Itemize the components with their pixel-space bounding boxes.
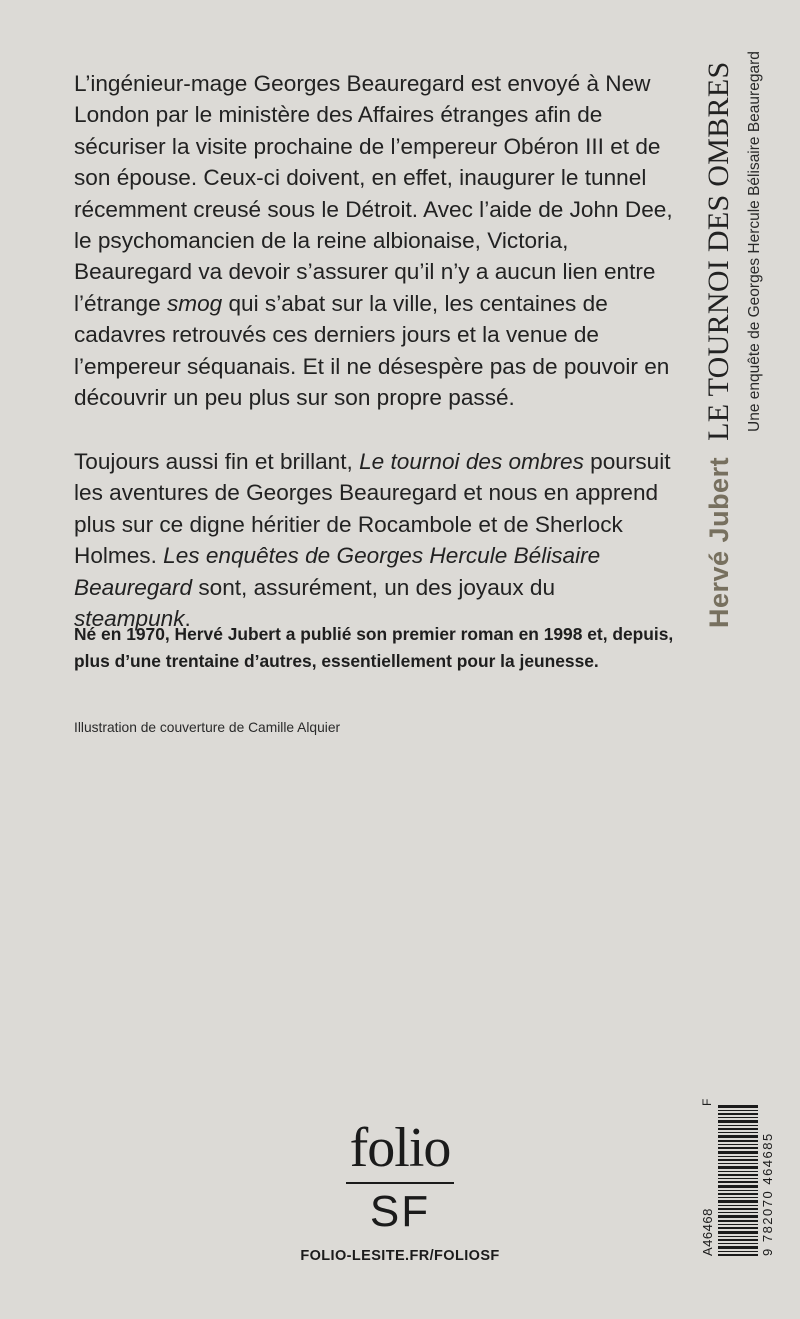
spine-author: Hervé Jubert (704, 456, 734, 628)
blurb-paragraph-1 (74, 68, 674, 413)
logo-rule (346, 1182, 454, 1184)
barcode-code: A46468 (700, 1208, 715, 1256)
folio-sf-logo (300, 1117, 500, 1236)
barcode-price: F (700, 1098, 714, 1106)
spine-title: LE TOURNOI DES OMBRES (702, 61, 735, 441)
blurb-emphasis: Les enquêtes de Georges Hercule Bélisaire Beauregard (74, 543, 601, 600)
barcode-icon (718, 1086, 758, 1256)
spine (702, 61, 782, 628)
logo-sf: SF (369, 1187, 431, 1236)
author-bio: Né en 1970, Hervé Jubert a publié son premier roman en 1998 et, depuis, plus d’une trentaine d’autres, essentiellement pour la jeunesse. (74, 624, 674, 671)
cover-credit: Illustration de couverture de Camille Alquier (74, 720, 341, 735)
barcode (700, 1086, 780, 1256)
blurb-text: qui s’abat sur la ville, les centaines de cadavres retrouvés ces derniers jours et la venue de l’empereur séquanais. Et il ne désespère pas de pouvoir en découvrir un peu plus sur son propre passé. (74, 290, 670, 411)
blurb-paragraph-2 (74, 446, 674, 634)
spine-subtitle: Une enquête de Georges Hercule Bélisaire Beauregard (746, 51, 763, 432)
blurb-emphasis: smog (166, 290, 223, 316)
blurb-text: poursuit les aventures de Georges Beauregard et nous en apprend plus sur ce digne héritier de Rocambole et de Sherlock Holmes. (74, 449, 671, 569)
barcode-number: 9 782070 464685 (760, 1132, 775, 1256)
spine-subtitle-wrap (746, 32, 770, 432)
blurb-text: L’ingénieur-mage Georges Beauregard est envoyé à New London par le ministère des Affaires étranges afin de sécuriser la visite prochaine de l’empereur Obéron III et de son épouse. Ceux-ci doivent, en effet, inaugurer le tunnel récemment creusé sous le Détroit. Avec l’aide de John Dee, le psychomancien de la reine albionaise, Victoria, Beauregard va devoir s’assurer qu’il n’y a aucun lien entre l’étrange (74, 71, 673, 316)
blurb-emphasis: Le tournoi des ombres (359, 449, 584, 474)
blurb-text: . (184, 606, 191, 632)
website-link[interactable]: FOLIO-LESITE.FR/FOLIOSF (300, 1248, 500, 1264)
blurb-text: Toujours aussi fin et brillant, (74, 449, 360, 474)
logo-folio: folio (349, 1117, 451, 1179)
blurb-text: sont, assurément, un des joyaux du (192, 574, 556, 600)
blurb-emphasis: steampunk (74, 606, 185, 632)
